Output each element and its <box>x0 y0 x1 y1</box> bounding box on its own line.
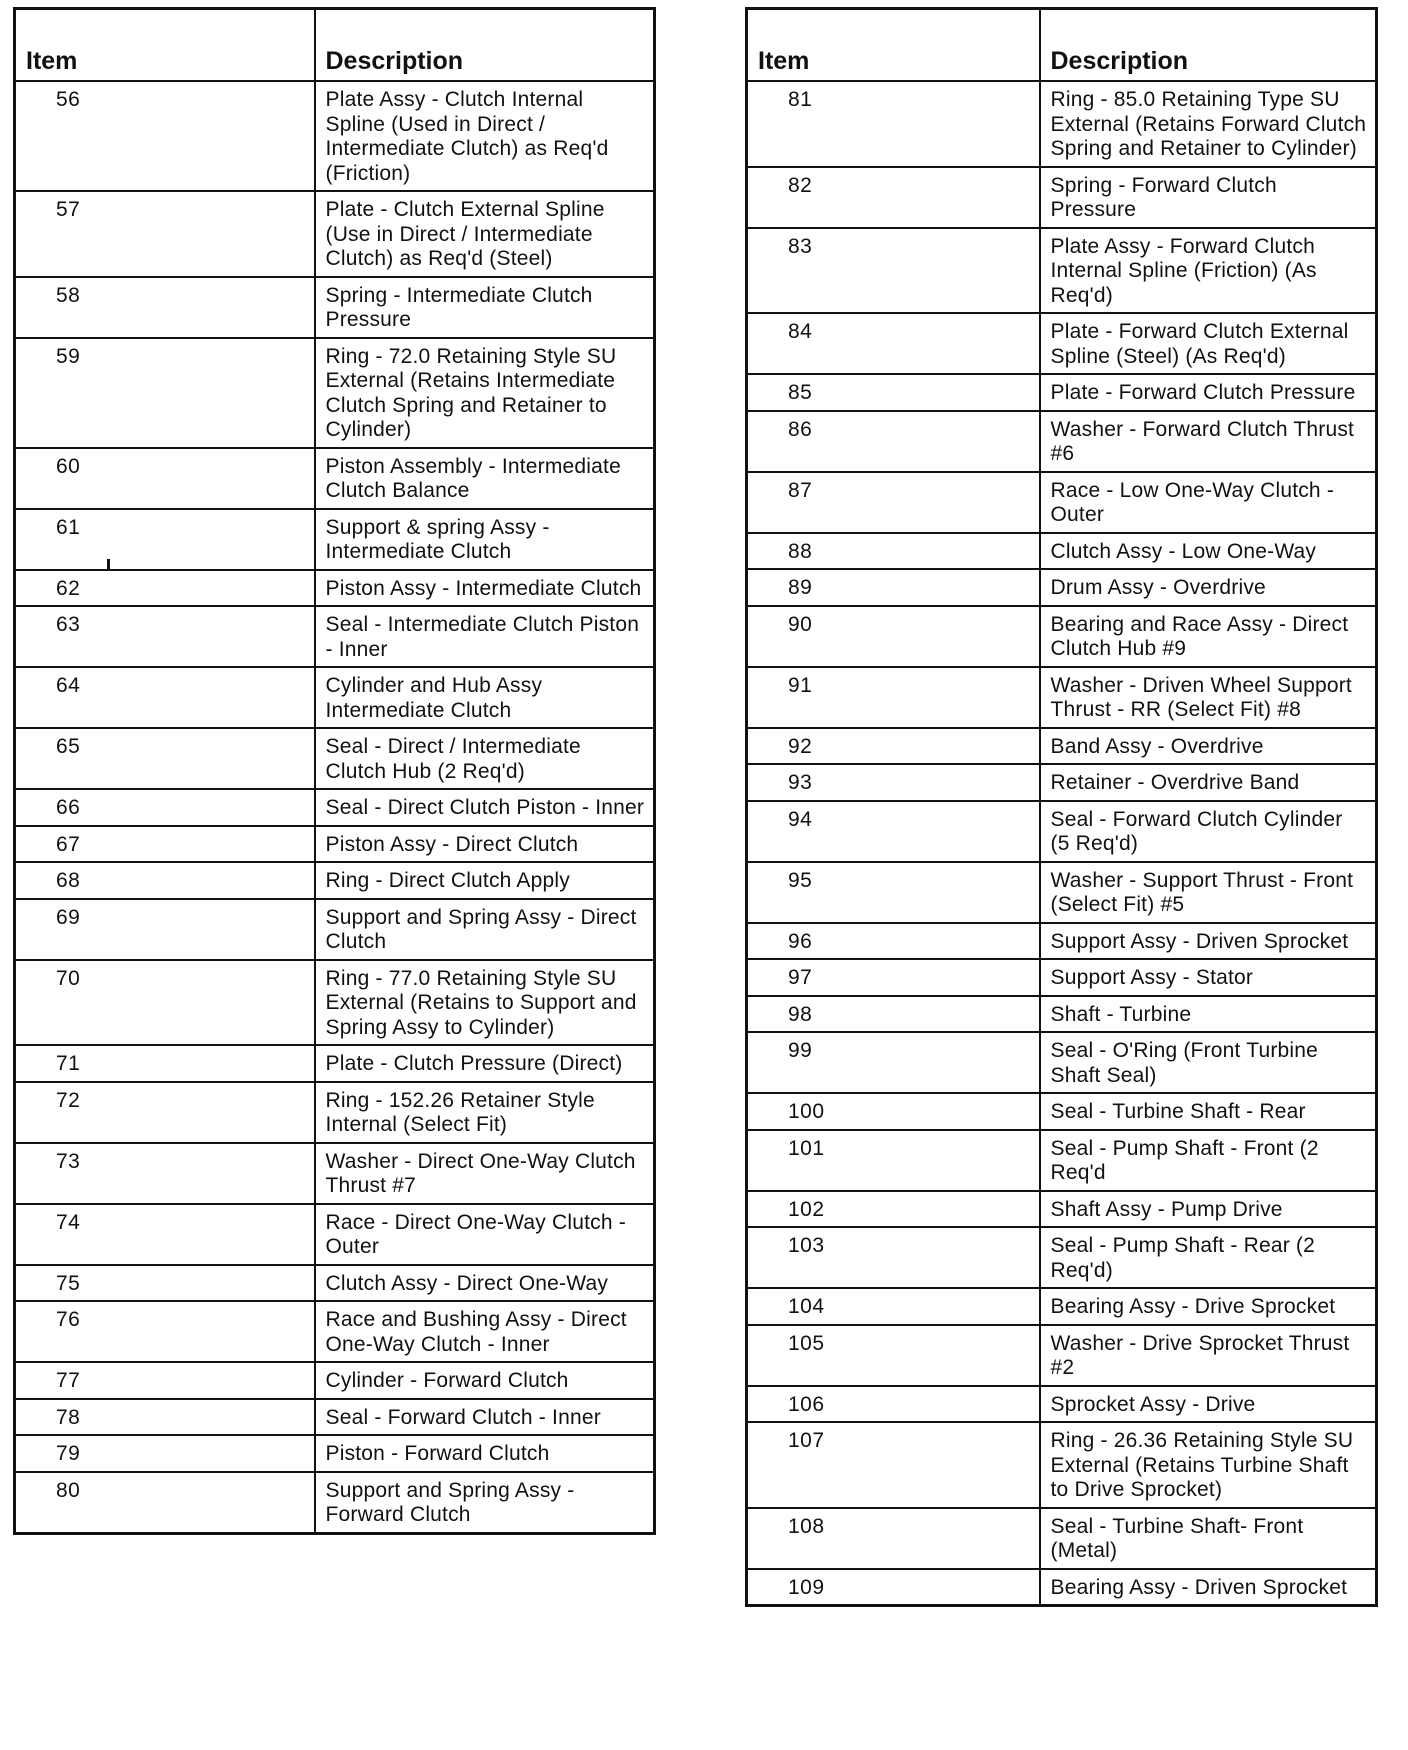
item-description: Washer - Driven Wheel Support Thrust - RR (Select Fit) #8 <box>1040 667 1377 728</box>
item-number: 74 <box>15 1204 315 1265</box>
table-row <box>15 1435 655 1472</box>
item-number: 91 <box>747 667 1040 728</box>
table-row <box>15 1082 655 1143</box>
table-row <box>15 1045 655 1082</box>
table-row <box>747 1386 1377 1423</box>
item-number: 72 <box>15 1082 315 1143</box>
table-row <box>747 228 1377 314</box>
item-description: Plate - Forward Clutch Pressure <box>1040 374 1377 411</box>
item-description: Cylinder and Hub Assy Intermediate Clutch <box>315 667 655 728</box>
item-description: Band Assy - Overdrive <box>1040 728 1377 765</box>
table-row <box>15 570 655 607</box>
item-description: Ring - Direct Clutch Apply <box>315 862 655 899</box>
item-description: Support and Spring Assy - Direct Clutch <box>315 899 655 960</box>
table-row <box>747 1032 1377 1093</box>
item-description: Retainer - Overdrive Band <box>1040 764 1377 801</box>
item-number: 108 <box>747 1508 1040 1569</box>
item-description: Seal - Turbine Shaft- Front (Metal) <box>1040 1508 1377 1569</box>
item-number: 88 <box>747 533 1040 570</box>
item-description: Shaft - Turbine <box>1040 996 1377 1033</box>
item-description: Race - Direct One-Way Clutch - Outer <box>315 1204 655 1265</box>
description-column-header: Description <box>315 9 655 82</box>
table-row <box>15 667 655 728</box>
table-row <box>15 728 655 789</box>
table-row <box>15 789 655 826</box>
item-number: 106 <box>747 1386 1040 1423</box>
table-row <box>747 1191 1377 1228</box>
table-row <box>747 959 1377 996</box>
item-description: Cylinder - Forward Clutch <box>315 1362 655 1399</box>
item-number: 59 <box>15 338 315 448</box>
item-number: 80 <box>15 1472 315 1534</box>
table-row <box>747 81 1377 167</box>
item-number: 67 <box>15 826 315 863</box>
table-row <box>747 923 1377 960</box>
item-number: 89 <box>747 569 1040 606</box>
item-number: 78 <box>15 1399 315 1436</box>
item-description: Sprocket Assy - Drive <box>1040 1386 1377 1423</box>
item-description: Plate - Clutch External Spline (Use in Direct / Intermediate Clutch) as Req'd (Steel) <box>315 191 655 277</box>
item-number: 95 <box>747 862 1040 923</box>
table-row <box>15 448 655 509</box>
item-number: 100 <box>747 1093 1040 1130</box>
item-description: Bearing Assy - Drive Sprocket <box>1040 1288 1377 1325</box>
item-description: Seal - Forward Clutch Cylinder (5 Req'd) <box>1040 801 1377 862</box>
item-description: Race and Bushing Assy - Direct One-Way Clutch - Inner <box>315 1301 655 1362</box>
item-description: Support Assy - Stator <box>1040 959 1377 996</box>
item-number: 105 <box>747 1325 1040 1386</box>
item-description: Washer - Drive Sprocket Thrust #2 <box>1040 1325 1377 1386</box>
item-number: 87 <box>747 472 1040 533</box>
item-number: 104 <box>747 1288 1040 1325</box>
table-row <box>747 801 1377 862</box>
item-description: Plate Assy - Clutch Internal Spline (Used in Direct / Intermediate Clutch) as Req'd (Friction) <box>315 81 655 191</box>
item-number: 109 <box>747 1569 1040 1606</box>
item-number: 85 <box>747 374 1040 411</box>
item-number: 76 <box>15 1301 315 1362</box>
item-description: Seal - Direct / Intermediate Clutch Hub (2 Req'd) <box>315 728 655 789</box>
item-description: Piston - Forward Clutch <box>315 1435 655 1472</box>
item-description: Shaft Assy - Pump Drive <box>1040 1191 1377 1228</box>
item-number: 56 <box>15 81 315 191</box>
table-row <box>15 1472 655 1534</box>
item-number: 60 <box>15 448 315 509</box>
table-row <box>747 472 1377 533</box>
item-number: 57 <box>15 191 315 277</box>
table-row <box>15 862 655 899</box>
table-row <box>15 509 655 570</box>
item-description: Support Assy - Driven Sprocket <box>1040 923 1377 960</box>
item-number: 75 <box>15 1265 315 1302</box>
description-column-header: Description <box>1040 9 1377 82</box>
item-description: Plate - Forward Clutch External Spline (Steel) (As Req'd) <box>1040 313 1377 374</box>
item-number: 62 <box>15 570 315 607</box>
item-description: Bearing and Race Assy - Direct Clutch Hub #9 <box>1040 606 1377 667</box>
item-description: Seal - O'Ring (Front Turbine Shaft Seal) <box>1040 1032 1377 1093</box>
item-column-header: Item <box>747 9 1040 82</box>
table-row <box>15 277 655 338</box>
parts-table-right <box>745 7 1378 1607</box>
item-description: Spring - Intermediate Clutch Pressure <box>315 277 655 338</box>
item-number: 99 <box>747 1032 1040 1093</box>
item-description: Ring - 152.26 Retainer Style Internal (Select Fit) <box>315 1082 655 1143</box>
item-number: 92 <box>747 728 1040 765</box>
item-number: 96 <box>747 923 1040 960</box>
item-number: 61 <box>15 509 315 570</box>
item-number: 66 <box>15 789 315 826</box>
item-number: 70 <box>15 960 315 1046</box>
item-description: Piston Assy - Intermediate Clutch <box>315 570 655 607</box>
table-row <box>747 862 1377 923</box>
table-row <box>15 826 655 863</box>
table-row <box>747 167 1377 228</box>
table-row <box>747 1508 1377 1569</box>
item-number: 77 <box>15 1362 315 1399</box>
item-description: Bearing Assy - Driven Sprocket <box>1040 1569 1377 1606</box>
table-row <box>747 1093 1377 1130</box>
header-row <box>15 9 655 82</box>
table-row <box>15 960 655 1046</box>
item-description: Ring - 85.0 Retaining Type SU External (Retains Forward Clutch Spring and Retainer to Cylinder) <box>1040 81 1377 167</box>
item-number: 93 <box>747 764 1040 801</box>
table-row <box>747 1130 1377 1191</box>
table-row <box>747 764 1377 801</box>
table-row <box>15 81 655 191</box>
table-row <box>15 1301 655 1362</box>
item-number: 81 <box>747 81 1040 167</box>
table-row <box>747 411 1377 472</box>
table-row <box>747 996 1377 1033</box>
item-description: Piston Assembly - Intermediate Clutch Balance <box>315 448 655 509</box>
item-description: Ring - 26.36 Retaining Style SU External (Retains Turbine Shaft to Drive Sprocket) <box>1040 1422 1377 1508</box>
item-number: 82 <box>747 167 1040 228</box>
table-row <box>747 1227 1377 1288</box>
item-number: 83 <box>747 228 1040 314</box>
table-row <box>15 1265 655 1302</box>
table-row <box>747 606 1377 667</box>
table-row <box>15 1362 655 1399</box>
item-description: Spring - Forward Clutch Pressure <box>1040 167 1377 228</box>
item-description: Ring - 72.0 Retaining Style SU External (Retains Intermediate Clutch Spring and Retainer to Cylinder) <box>315 338 655 448</box>
table-row <box>747 313 1377 374</box>
table-row <box>15 191 655 277</box>
item-number: 107 <box>747 1422 1040 1508</box>
item-number: 97 <box>747 959 1040 996</box>
item-number: 103 <box>747 1227 1040 1288</box>
item-column-header: Item <box>15 9 315 82</box>
item-number: 86 <box>747 411 1040 472</box>
item-description: Clutch Assy - Direct One-Way <box>315 1265 655 1302</box>
item-number: 98 <box>747 996 1040 1033</box>
item-description: Plate Assy - Forward Clutch Internal Spline (Friction) (As Req'd) <box>1040 228 1377 314</box>
table-row <box>747 569 1377 606</box>
item-number: 63 <box>15 606 315 667</box>
item-description: Plate - Clutch Pressure (Direct) <box>315 1045 655 1082</box>
table-row <box>747 1288 1377 1325</box>
item-number: 90 <box>747 606 1040 667</box>
table-row <box>747 1325 1377 1386</box>
item-description: Washer - Support Thrust - Front (Select Fit) #5 <box>1040 862 1377 923</box>
table-row <box>747 728 1377 765</box>
item-number: 94 <box>747 801 1040 862</box>
item-description: Seal - Pump Shaft - Front (2 Req'd <box>1040 1130 1377 1191</box>
header-row <box>747 9 1377 82</box>
item-description: Clutch Assy - Low One-Way <box>1040 533 1377 570</box>
item-description: Seal - Intermediate Clutch Piston - Inner <box>315 606 655 667</box>
table-row <box>747 1569 1377 1606</box>
item-description: Drum Assy - Overdrive <box>1040 569 1377 606</box>
table-row <box>15 899 655 960</box>
table-row <box>15 1143 655 1204</box>
item-number: 101 <box>747 1130 1040 1191</box>
item-description: Ring - 77.0 Retaining Style SU External (Retains to Support and Spring Assy to Cylinder) <box>315 960 655 1046</box>
table-row <box>747 533 1377 570</box>
table-row <box>15 606 655 667</box>
parts-table-left <box>13 7 656 1535</box>
item-number: 69 <box>15 899 315 960</box>
item-description: Piston Assy - Direct Clutch <box>315 826 655 863</box>
item-description: Washer - Direct One-Way Clutch Thrust #7 <box>315 1143 655 1204</box>
item-description: Washer - Forward Clutch Thrust #6 <box>1040 411 1377 472</box>
table-row <box>15 1399 655 1436</box>
table-row <box>747 374 1377 411</box>
item-description: Race - Low One-Way Clutch - Outer <box>1040 472 1377 533</box>
item-description: Seal - Pump Shaft - Rear (2 Req'd) <box>1040 1227 1377 1288</box>
item-number: 65 <box>15 728 315 789</box>
item-number: 79 <box>15 1435 315 1472</box>
item-description: Seal - Direct Clutch Piston - Inner <box>315 789 655 826</box>
item-description: Seal - Turbine Shaft - Rear <box>1040 1093 1377 1130</box>
table-row <box>747 1422 1377 1508</box>
stray-mark <box>107 559 110 571</box>
item-number: 68 <box>15 862 315 899</box>
item-number: 102 <box>747 1191 1040 1228</box>
item-number: 73 <box>15 1143 315 1204</box>
item-number: 84 <box>747 313 1040 374</box>
table-row <box>15 1204 655 1265</box>
item-number: 64 <box>15 667 315 728</box>
item-description: Seal - Forward Clutch - Inner <box>315 1399 655 1436</box>
item-number: 71 <box>15 1045 315 1082</box>
item-number: 58 <box>15 277 315 338</box>
item-description: Support & spring Assy - Intermediate Clutch <box>315 509 655 570</box>
table-row <box>15 338 655 448</box>
table-row <box>747 667 1377 728</box>
item-description: Support and Spring Assy - Forward Clutch <box>315 1472 655 1534</box>
